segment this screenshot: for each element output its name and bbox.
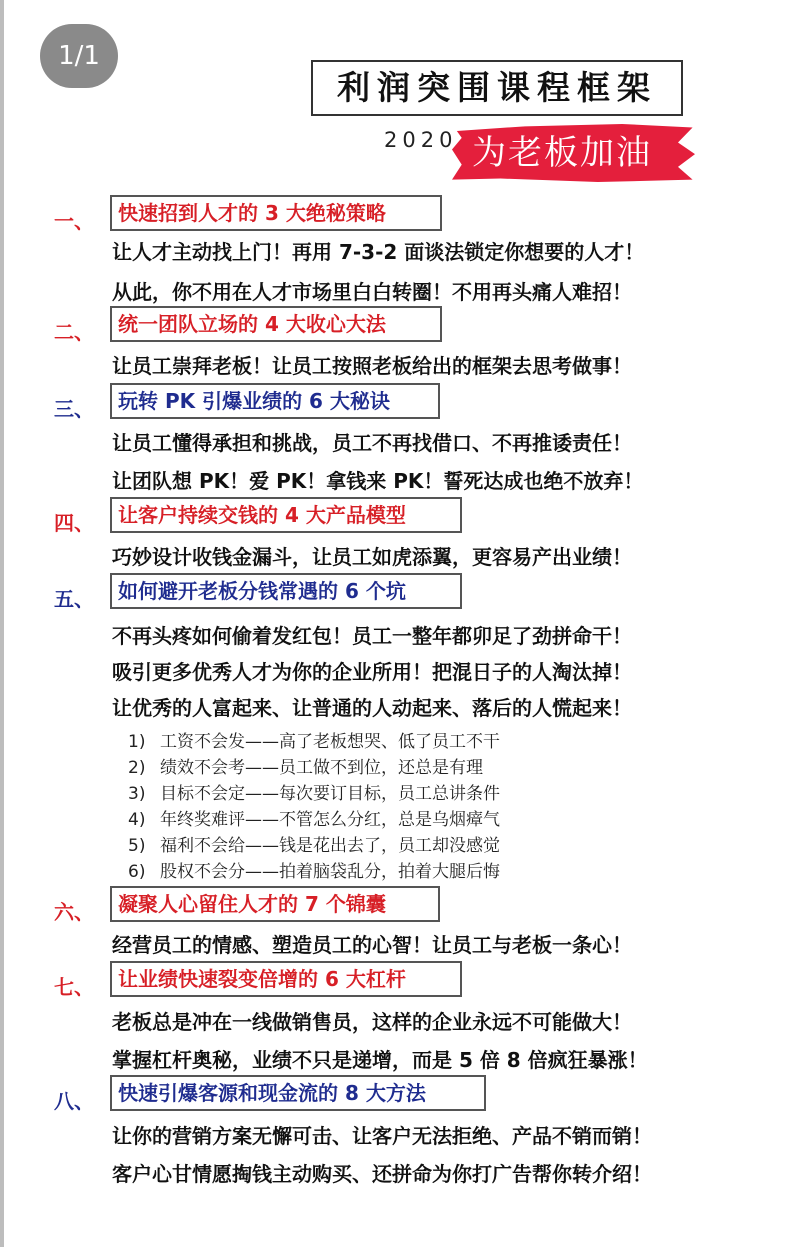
section-number: 五、: [54, 587, 94, 611]
section-number: 七、: [54, 975, 94, 999]
page-indicator: 1/1: [40, 24, 118, 88]
list-text: 目标不会定——每次要订目标，员工总讲条件: [160, 784, 500, 804]
list-text: 股权不会分——拍着脑袋乱分，拍着大腿后悔: [160, 862, 500, 882]
section-line: 让团队想 PK！爱 PK！拿钱来 PK！誓死达成也绝不放弃！: [112, 469, 644, 493]
section-line: 不再头疼如何偷着发红包！员工一整年都卯足了劲拼命干！: [112, 624, 632, 648]
list-index: 5): [128, 836, 146, 856]
section-heading: 让客户持续交钱的 4 大产品模型: [110, 497, 462, 533]
list-item: [128, 805, 500, 830]
section-line: 巧妙设计收钱金漏斗，让员工如虎添翼，更容易产出业绩！: [112, 545, 632, 569]
section-line: 让人才主动找上门！再用 7-3-2 面谈法锁定你想要的人才！: [112, 240, 645, 264]
section-line: 吸引更多优秀人才为你的企业所用！把混日子的人淘汰掉！: [112, 660, 632, 684]
list-index: 3): [128, 784, 146, 804]
list-text: 福利不会给——钱是花出去了，员工却没感觉: [160, 836, 500, 856]
list-text: 年终奖难评——不管怎么分红，总是乌烟瘴气: [160, 810, 500, 830]
list-item: [128, 753, 483, 778]
year-label: 2020: [384, 128, 458, 152]
list-text: 工资不会发——高了老板想哭、低了员工不干: [160, 732, 500, 752]
section-number: 三、: [54, 397, 94, 421]
section-number: 八、: [54, 1089, 94, 1113]
section-heading: 玩转 PK 引爆业绩的 6 大秘诀: [110, 383, 440, 419]
section-line: 经营员工的情感、塑造员工的心智！让员工与老板一条心！: [112, 933, 632, 957]
section-line: 客户心甘情愿掏钱主动购买、还拼命为你打广告帮你转介绍！: [112, 1162, 652, 1186]
list-item: [128, 831, 500, 856]
section-number: 四、: [54, 511, 94, 535]
list-index: 1): [128, 732, 146, 752]
section-number: 二、: [54, 320, 94, 344]
section-number: 一、: [54, 209, 94, 233]
list-text: 绩效不会考——员工做不到位，还总是有理: [160, 758, 483, 778]
section-heading: 快速招到人才的 3 大绝秘策略: [110, 195, 442, 231]
section-line: 让你的营销方案无懈可击、让客户无法拒绝、产品不销而销！: [112, 1124, 652, 1148]
list-index: 2): [128, 758, 146, 778]
section-line: 让员工崇拜老板！让员工按照老板给出的框架去思考做事！: [112, 354, 632, 378]
section-heading: 凝聚人心留住人才的 7 个锦囊: [110, 886, 440, 922]
list-item: [128, 857, 500, 882]
section-heading: 让业绩快速裂变倍增的 6 大杠杆: [110, 961, 462, 997]
section-line: 让优秀的人富起来、让普通的人动起来、落后的人慌起来！: [112, 696, 632, 720]
section-line: 让员工懂得承担和挑战，员工不再找借口、不再推诿责任！: [112, 431, 632, 455]
section-heading: 快速引爆客源和现金流的 8 大方法: [110, 1075, 486, 1111]
list-item: [128, 727, 500, 752]
stamp-text: 为老板加油: [472, 133, 652, 173]
section-line: 从此，你不用在人才市场里白白转圈！不用再头痛人难招！: [112, 280, 632, 304]
section-heading: 统一团队立场的 4 大收心大法: [110, 306, 442, 342]
section-line: 老板总是冲在一线做销售员，这样的企业永远不可能做大！: [112, 1010, 632, 1034]
section-heading: 如何避开老板分钱常遇的 6 个坑: [110, 573, 462, 609]
list-index: 4): [128, 810, 146, 830]
left-edge-rail: [0, 0, 4, 1247]
section-number: 六、: [54, 900, 94, 924]
list-item: [128, 779, 500, 804]
list-index: 6): [128, 862, 146, 882]
section-line: 掌握杠杆奥秘，业绩不只是递增，而是 5 倍 8 倍疯狂暴涨！: [112, 1048, 648, 1072]
page-title: 利润突围课程框架: [311, 60, 683, 116]
